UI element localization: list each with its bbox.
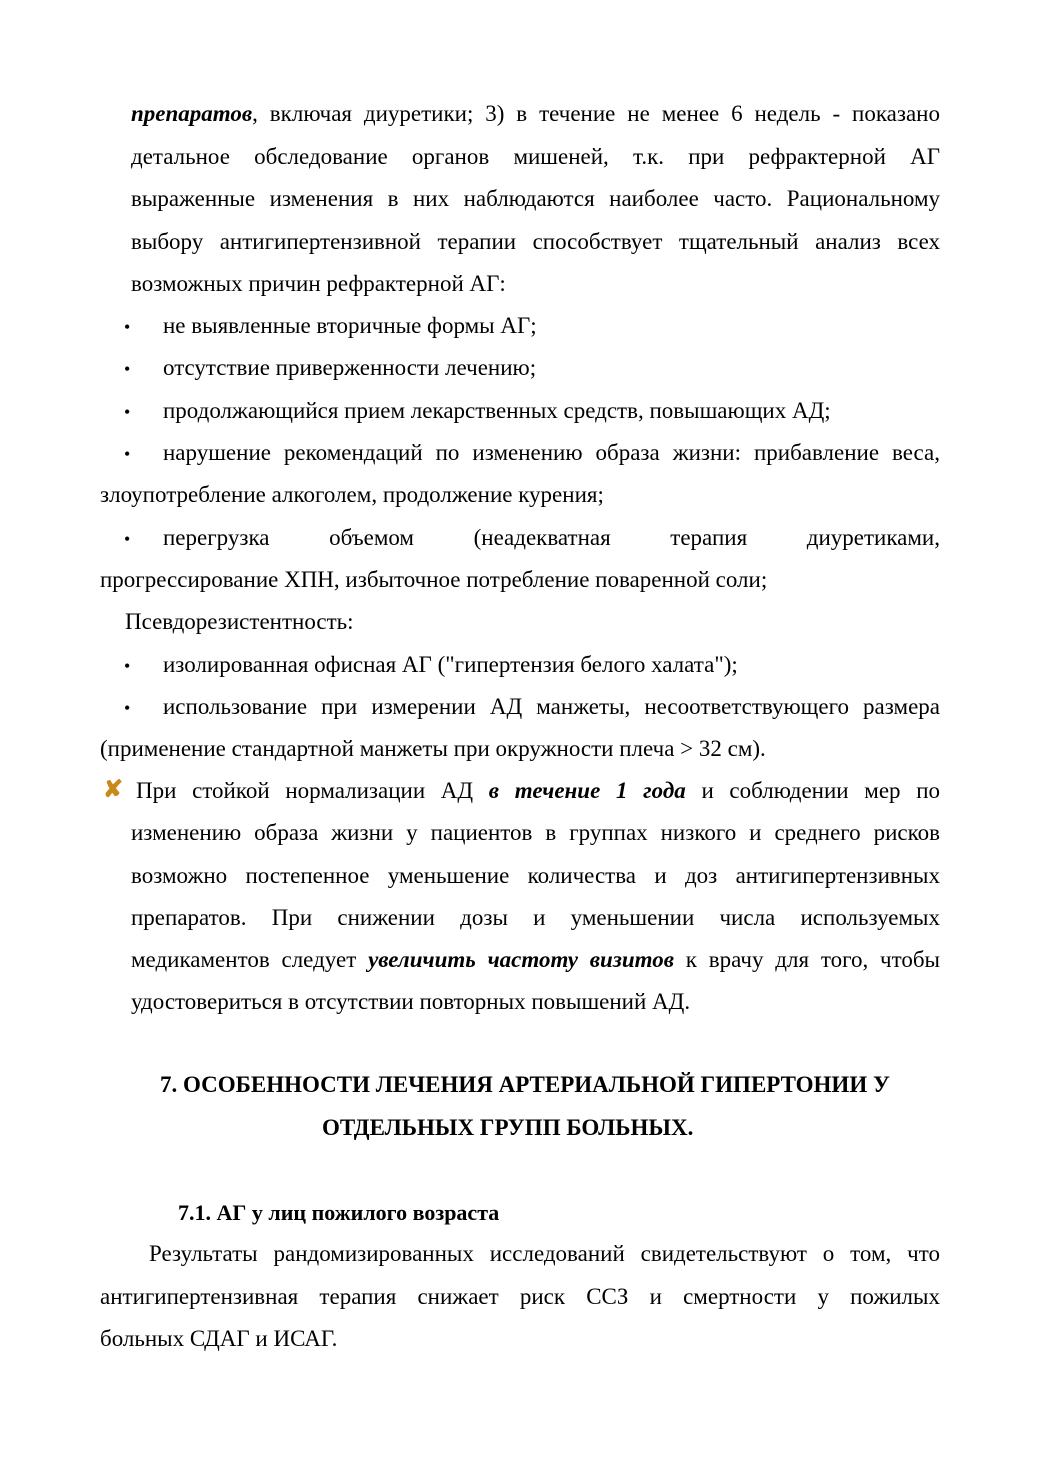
emphasis-text: препаратов: [131, 101, 253, 126]
list-item: перегрузка объемом (неадекватная терапия диуретиками,: [163, 525, 940, 550]
emphasis-text: в течение 1 года: [488, 778, 686, 803]
list-item: продолжающийся прием лекарственных средств, повышающих АД;: [163, 398, 831, 423]
text-run: к врачу для того, чтобы: [685, 947, 941, 972]
section-title-line-1: 7. ОСОБЕННОСТИ ЛЕЧЕНИЯ АРТЕРИАЛЬНОЙ ГИПЕРТОНИИ У: [160, 1072, 890, 1097]
list-item: нарушение рекомендаций по изменению образа жизни: прибавление веса,: [163, 440, 940, 465]
paragraph-line: Результаты рандомизированных исследований свидетельствуют о том, что: [149, 1241, 940, 1266]
paragraph-line: выбору антигипертензивной терапии способствует тщательный анализ всех: [131, 229, 940, 254]
list-item: не выявленные вторичные формы АГ;: [163, 313, 537, 338]
paragraph-line: [136, 776, 940, 806]
paragraph-line: изменению образа жизни у пациентов в группах низкого и среднего рисков: [131, 820, 940, 845]
bullet-marker: •: [124, 698, 131, 718]
list-item: отсутствие приверженности лечению;: [163, 355, 537, 380]
section-title-line-2: ОТДЕЛЬНЫХ ГРУПП БОЛЬНЫХ.: [322, 1115, 694, 1140]
paragraph-line: возможно постепенное уменьшение количества и доз антигипертензивных: [131, 863, 940, 888]
paragraph-line: удостовериться в отсутствии повторных повышений АД.: [131, 989, 691, 1014]
list-item: изолированная офисная АГ ("гипертензия белого халата");: [163, 652, 738, 677]
bullet-marker: •: [124, 529, 131, 549]
paragraph-line: [131, 99, 940, 129]
list-item-continuation: (применение стандартной манжеты при окружности плеча > 32 см).: [100, 736, 766, 761]
bullet-marker: •: [124, 359, 131, 379]
list-item-continuation: злоупотребление алкоголем, продолжение курения;: [100, 482, 604, 507]
list-item-continuation: прогрессирование ХПН, избыточное потребление поваренной соли;: [100, 567, 768, 592]
text-run: и соблюдении мер по: [701, 778, 941, 803]
bullet-marker: •: [124, 656, 131, 676]
emphasis-text: увеличить частоту визитов: [368, 947, 674, 972]
bullet-marker: •: [124, 317, 131, 337]
paragraph-line: возможных причин рефрактерной АГ:: [131, 271, 506, 296]
bullet-marker: •: [124, 402, 131, 422]
paragraph-line: выраженные изменения в них наблюдаются наиболее часто. Рациональному: [131, 186, 940, 211]
text-run: При стойкой нормализации АД: [136, 778, 474, 803]
bullet-marker: •: [124, 444, 131, 464]
subsection-title: 7.1. АГ у лиц пожилого возраста: [178, 1200, 500, 1225]
list-item: использование при измерении АД манжеты, несоответствующего размера: [163, 694, 940, 719]
paragraph-line: [131, 945, 940, 975]
text-run: , включая диуретики; 3) в течение не менее 6 недель - показано: [252, 101, 940, 126]
subheading: Псевдорезистентность:: [125, 609, 354, 634]
paragraph-line: антигипертензивная терапия снижает риск ССЗ и смертности у пожилых: [100, 1284, 940, 1309]
paragraph-line: препаратов. При снижении дозы и уменьшении числа используемых: [131, 905, 940, 930]
paragraph-line: детальное обследование органов мишеней, т.к. при рефрактерной АГ: [131, 144, 940, 169]
paragraph-line: больных СДАГ и ИСАГ.: [100, 1326, 338, 1351]
cross-mark-icon: ✘: [103, 777, 124, 803]
text-run: медикаментов следует: [131, 947, 357, 972]
